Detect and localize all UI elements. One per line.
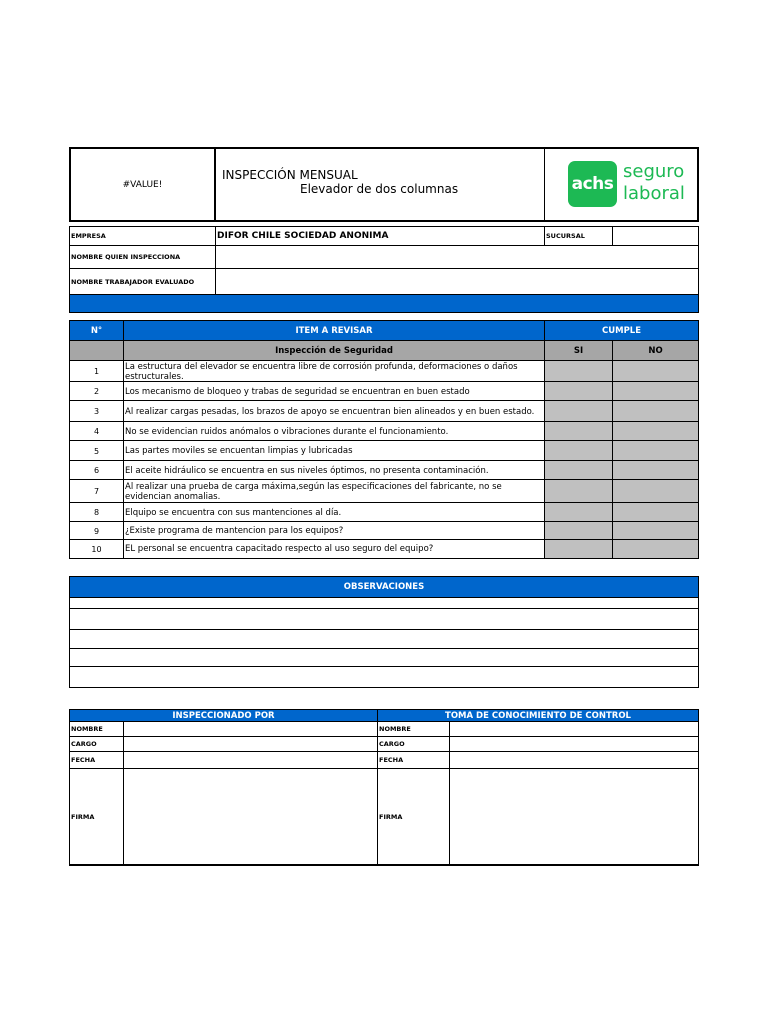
left-fecha-field[interactable] — [124, 752, 377, 768]
item-text: El aceite hidráulico se encuentra en sus niveles óptimos, no presenta contaminación. — [125, 465, 489, 476]
right-cargo-field[interactable] — [450, 737, 698, 751]
si-checkbox-cell[interactable] — [545, 361, 612, 382]
section-title: Inspección de Seguridad — [275, 345, 393, 356]
right-fecha-field[interactable] — [450, 752, 698, 768]
form-code: #VALUE! — [122, 179, 163, 190]
row-divider — [70, 381, 698, 382]
worker-field[interactable] — [217, 269, 697, 294]
worker-label: NOMBRE TRABAJADOR EVALUADO — [71, 277, 195, 286]
document-subtitle: Elevador de dos columnas — [300, 182, 459, 196]
item-number: 10 — [91, 544, 102, 554]
item-text: No se evidencian ruidos anómalos o vibraciones durante el funcionamiento. — [125, 426, 449, 437]
inspector-field[interactable] — [217, 246, 697, 268]
row-divider — [70, 502, 698, 503]
left-nombre-label: NOMBRE — [71, 725, 103, 733]
sucursal-field[interactable] — [614, 227, 698, 245]
left-cargo-field[interactable] — [124, 737, 377, 751]
right-signature-area[interactable] — [450, 769, 698, 864]
row-divider — [70, 521, 698, 522]
si-checkbox-cell[interactable] — [545, 522, 612, 540]
si-checkbox-cell[interactable] — [545, 480, 612, 503]
no-checkbox-cell[interactable] — [613, 522, 698, 540]
sucursal-label: SUCURSAL — [546, 231, 585, 240]
item-text: Las partes moviles se encuentan limpias y lubricadas — [125, 446, 353, 456]
left-cargo-label: CARGO — [71, 740, 97, 748]
right-fecha-label: FECHA — [379, 756, 404, 764]
right-nombre-label: NOMBRE — [379, 725, 411, 733]
document-title: INSPECCIÓN MENSUAL — [222, 168, 358, 182]
right-firma-label: FIRMA — [379, 812, 403, 821]
si-checkbox-cell[interactable] — [545, 382, 612, 401]
observation-line[interactable] — [70, 608, 698, 609]
no-checkbox-cell[interactable] — [613, 422, 698, 441]
row-divider — [70, 539, 698, 540]
col-num-header: N° — [70, 321, 123, 340]
item-text: Elquipo se encuentra con sus mantenciones al día. — [125, 507, 342, 518]
si-checkbox-cell[interactable] — [545, 503, 612, 522]
item-number: 3 — [93, 407, 100, 416]
right-cargo-label: CARGO — [379, 740, 405, 748]
left-firma-label: FIRMA — [71, 812, 95, 821]
item-text: EL personal se encuentra capacitado respecto al uso seguro del equipo? — [125, 544, 434, 554]
col-si-header: SI — [573, 345, 584, 356]
row-divider — [70, 400, 698, 401]
item-number: 5 — [93, 446, 100, 456]
si-checkbox-cell[interactable] — [545, 422, 612, 441]
observation-line[interactable] — [70, 629, 698, 630]
achs-logo-mark: achs — [568, 161, 617, 207]
col-item-header: ITEM A REVISAR — [124, 321, 544, 340]
col-no-header: NO — [648, 345, 663, 356]
item-text: Los mecanismo de bloqueo y trabas de seguridad se encuentran en buen estado — [125, 386, 470, 397]
row-divider — [70, 440, 698, 441]
inspector-label: NOMBRE QUIEN INSPECCIONA — [71, 253, 181, 261]
item-number: 9 — [93, 526, 100, 536]
col-cumple-header: CUMPLE — [545, 321, 698, 340]
si-checkbox-cell[interactable] — [545, 441, 612, 461]
si-checkbox-cell[interactable] — [545, 540, 612, 558]
empresa-value[interactable]: DIFOR CHILE SOCIEDAD ANONIMA — [217, 231, 389, 241]
no-checkbox-cell[interactable] — [613, 401, 698, 422]
row-divider — [70, 460, 698, 461]
empresa-label: EMPRESA — [71, 231, 106, 240]
row-divider — [70, 421, 698, 422]
observation-line[interactable] — [70, 648, 698, 649]
si-checkbox-cell[interactable] — [545, 401, 612, 422]
no-checkbox-cell[interactable] — [613, 361, 698, 382]
observation-line[interactable] — [70, 666, 698, 667]
item-text: La estructura del elevador se encuentra libre de corrosión profunda, deformaciones o daños estructurales. — [125, 361, 518, 382]
left-nombre-field[interactable] — [124, 722, 377, 736]
item-number: 6 — [93, 466, 100, 475]
item-text: Al realizar una prueba de carga máxima,según las especificaciones del fabricante, no se evidencian anomalias. — [125, 481, 502, 502]
item-number: 7 — [93, 487, 100, 496]
observaciones-header: OBSERVACIONES — [70, 577, 698, 597]
no-checkbox-cell[interactable] — [613, 441, 698, 461]
row-divider — [70, 479, 698, 480]
inspected-by-header: INSPECCIONADO POR — [70, 710, 377, 721]
item-number: 4 — [93, 427, 100, 436]
si-checkbox-cell[interactable] — [545, 461, 612, 480]
item-number: 8 — [93, 508, 100, 517]
achs-logo-line1: seguro — [623, 161, 685, 182]
item-text: ¿Existe programa de mantencion para los equipos? — [125, 526, 344, 536]
info-blue-band — [70, 295, 698, 312]
left-signature-area[interactable] — [124, 769, 377, 864]
achs-logo — [568, 161, 688, 209]
no-checkbox-cell[interactable] — [613, 480, 698, 503]
no-checkbox-cell[interactable] — [613, 382, 698, 401]
achs-logo-line2: laboral — [623, 183, 685, 204]
no-checkbox-cell[interactable] — [613, 540, 698, 558]
item-text: Al realizar cargas pesadas, los brazos de apoyo se encuentran bien alineados y en buen estado. — [125, 406, 535, 417]
right-nombre-field[interactable] — [450, 722, 698, 736]
no-checkbox-cell[interactable] — [613, 461, 698, 480]
left-fecha-label: FECHA — [71, 756, 96, 764]
no-checkbox-cell[interactable] — [613, 503, 698, 522]
acknowledgement-header: TOMA DE CONOCIMIENTO DE CONTROL — [378, 710, 698, 721]
item-number: 1 — [93, 367, 100, 376]
item-number: 2 — [93, 387, 100, 396]
